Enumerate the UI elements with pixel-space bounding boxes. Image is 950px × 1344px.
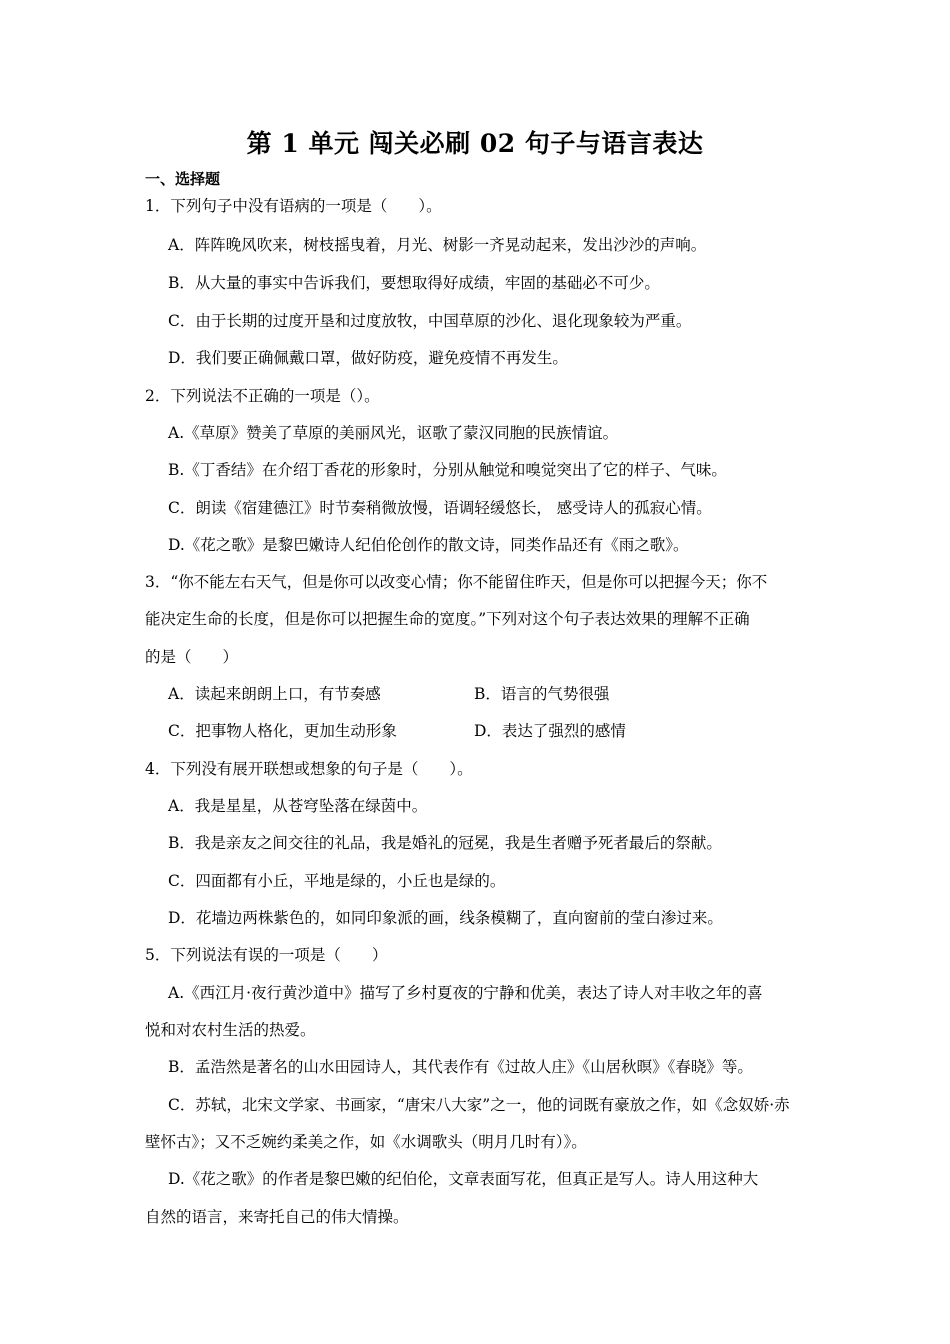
question-5-option-c-line-1[interactable]: C．苏轼，北宋文学家、书画家，“唐宋八大家”之一，他的词既有豪放之作，如《念奴娇·赤 — [168, 1096, 790, 1114]
question-4-option-c[interactable]: C．四面都有小丘，平地是绿的，小丘也是绿的。 — [168, 872, 506, 890]
question-5-option-d-line-1[interactable]: D.《花之歌》的作者是黎巴嫩的纪伯伦，文章表面写花，但真正是写人。诗人用这种大 — [168, 1170, 759, 1188]
question-2-option-a[interactable]: A.《草原》赞美了草原的美丽风光，讴歌了蒙汉同胞的民族情谊。 — [168, 424, 619, 442]
section-heading: 一、选择题 — [145, 170, 221, 188]
question-2-option-d[interactable]: D.《花之歌》是黎巴嫩诗人纪伯伦创作的散文诗，同类作品还有《雨之歌》。 — [168, 536, 689, 554]
question-3-stem-line-2: 能决定生命的长度，但是你可以把握生命的宽度。”下列对这个句子表达效果的理解不正确 — [145, 610, 750, 628]
question-1-option-a[interactable]: A．阵阵晚风吹来，树枝摇曳着，月光、树影一齐晃动起来，发出沙沙的声响。 — [168, 236, 707, 254]
question-3-stem-line-3: 的是（ ） — [145, 648, 239, 666]
question-4-option-d[interactable]: D．花墙边两株紫色的，如同印象派的画，线条模糊了，直向窗前的莹白渗过来。 — [168, 909, 723, 927]
question-3-option-b[interactable]: B．语言的气势很强 — [474, 685, 610, 703]
question-4-option-a[interactable]: A．我是星星，从苍穹坠落在绿茵中。 — [168, 797, 428, 815]
question-3-option-a[interactable]: A．读起来朗朗上口，有节奏感 — [168, 685, 381, 703]
question-1-option-b[interactable]: B．从大量的事实中告诉我们，要想取得好成绩，牢固的基础必不可少。 — [168, 274, 660, 292]
question-3-option-d[interactable]: D．表达了强烈的感情 — [474, 722, 626, 740]
question-2-stem: 2．下列说法不正确的一项是（）。 — [145, 387, 380, 405]
question-5-option-c-line-2[interactable]: 壁怀古》；又不乏婉约柔美之作，如《水调歌头（明月几时有）》。 — [145, 1133, 587, 1151]
page-title: 第 1 单元 闯关必刷 02 句子与语言表达 — [246, 129, 704, 158]
question-4-stem: 4．下列没有展开联想或想象的句子是（ ）。 — [145, 760, 473, 778]
question-5-stem: 5．下列说法有误的一项是（ ） — [145, 946, 388, 964]
question-1-stem: 1．下列句子中没有语病的一项是（ ）。 — [145, 197, 442, 215]
question-2-option-c[interactable]: C．朗读《宿建德江》时节奏稍微放慢，语调轻缓悠长， 感受诗人的孤寂心情。 — [168, 499, 712, 517]
question-2-option-b[interactable]: B.《丁香结》在介绍丁香花的形象时，分别从触觉和嗅觉突出了它的样子、气味。 — [168, 461, 727, 479]
question-5-option-d-line-2[interactable]: 自然的语言，来寄托自己的伟大情操。 — [145, 1208, 409, 1226]
question-3-option-c[interactable]: C．把事物人格化，更加生动形象 — [168, 722, 397, 740]
question-1-option-c[interactable]: C．由于长期的过度开垦和过度放牧，中国草原的沙化、退化现象较为严重。 — [168, 312, 692, 330]
question-3-stem-line-1: 3．“你不能左右天气，但是你可以改变心情；你不能留住昨天，但是你可以把握今天；你不 — [145, 573, 768, 591]
question-5-option-a-line-2[interactable]: 悦和对农村生活的热爱。 — [145, 1021, 316, 1039]
question-4-option-b[interactable]: B．我是亲友之间交往的礼品，我是婚礼的冠冕，我是生者赠予死者最后的祭献。 — [168, 834, 722, 852]
question-5-option-b[interactable]: B．孟浩然是著名的山水田园诗人，其代表作有《过故人庄》《山居秋暝》《春晓》等。 — [168, 1058, 753, 1076]
question-1-option-d[interactable]: D．我们要正确佩戴口罩，做好防疫，避免疫情不再发生。 — [168, 349, 568, 367]
question-5-option-a-line-1[interactable]: A.《西江月·夜行黄沙道中》描写了乡村夏夜的宁静和优美，表达了诗人对丰收之年的喜 — [168, 984, 763, 1002]
